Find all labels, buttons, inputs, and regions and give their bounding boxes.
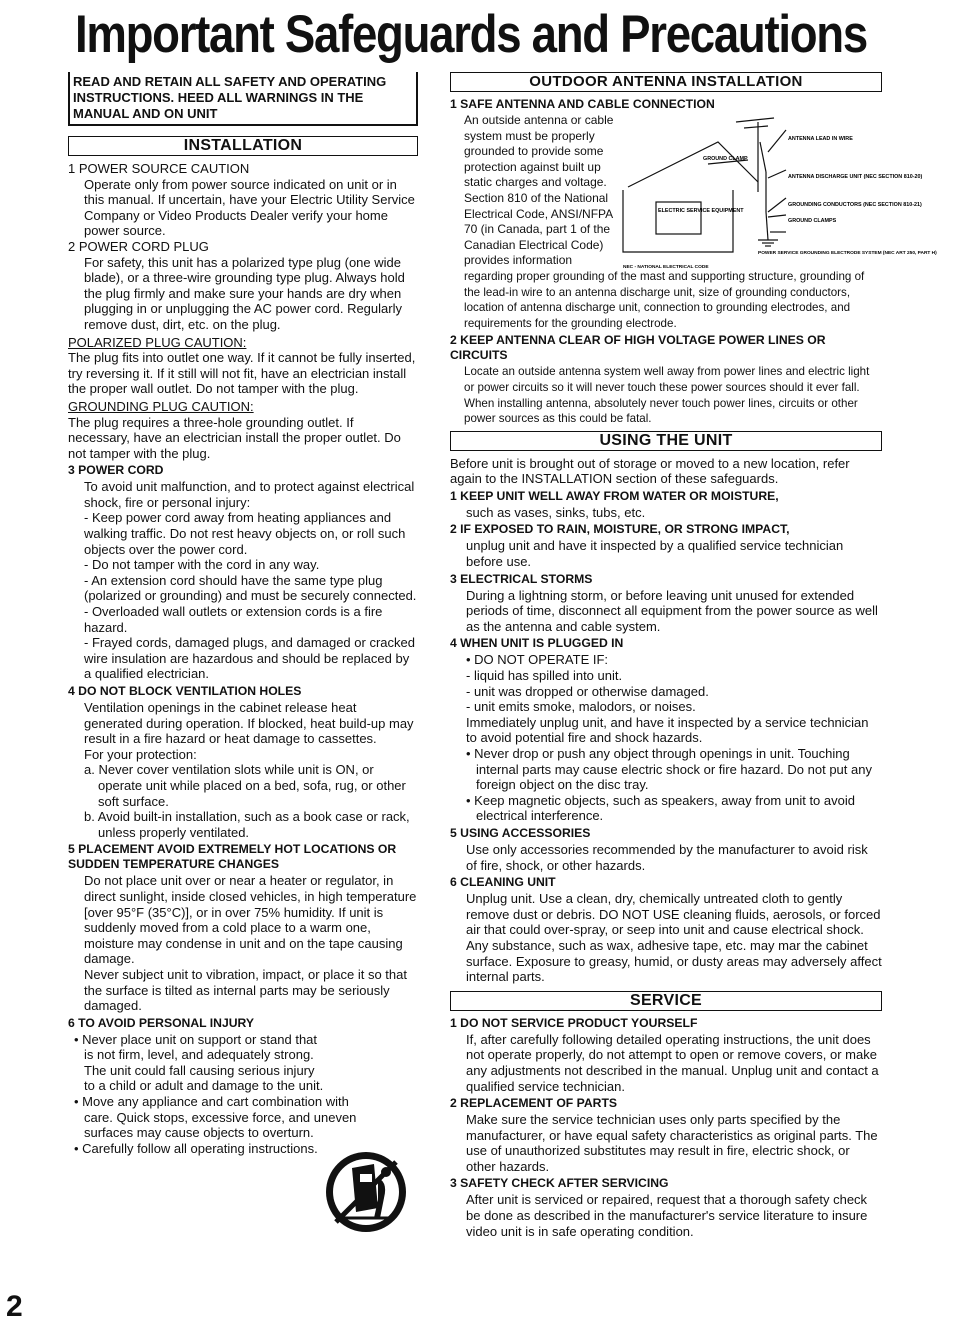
i3-d3: - An extension cord should have the same type plug (polarized or grounding) and must be securely connected. [84,572,417,604]
u1-text: such as vases, sinks, tubs, etc. [466,504,646,520]
u4-b2: • Keep magnetic objects, such as speakers, away from unit to avoid electrical interference. [466,792,855,824]
grounding-title: GROUNDING PLUG CAUTION: [68,398,254,414]
polarized-title: POLARIZED PLUG CAUTION: [68,334,247,350]
diagram-ground-clamp: GROUND CLAMP [703,156,748,162]
using-intro: Before unit is brought out of storage or moved to a new location, refer again to the INSTALLATION section of these safeguards. [450,455,850,487]
u5-text: Use only accessories recommended by the manufacturer to avoid risk of fire, shock, or other hazards. [466,841,868,873]
left-column [68,72,418,1156]
polarized-text: The plug fits into outlet one way. If it cannot be fully inserted, try reversing it. If it still will not fit, have an electrician install the proper wall outlet. Do not tamper with the plug. [68,350,416,397]
grounding-text: The plug requires a three-hole grounding outlet. If necessary, have an electrician install the proper outlet. Do not tamper with the plug. [68,414,401,461]
i2-title: 2 POWER CORD PLUG [68,238,209,254]
diagram-grounding-conductors: GROUNDING CONDUCTORS (NEC SECTION 810-21) [788,202,922,208]
i5-text2: Never subject unit to vibration, impact, or place it so that the surface is tilted as internal parts may be seriously damaged. [84,966,407,1014]
i4-prot: For your protection: [84,746,197,762]
page-number: 2 [6,1290,23,1323]
u4-l5: Immediately unplug unit, and have it inspected by a service technician to avoid potential fire and shock hazards. [466,714,869,746]
installation-heading: INSTALLATION [68,136,418,156]
s1-title: 1 DO NOT SERVICE PRODUCT YOURSELF [450,1015,698,1030]
diagram-power-service: POWER SERVICE GROUNDING ELECTRODE SYSTEM (NEC ART 250, PART H) [758,251,937,256]
u2-text: unplug unit and have it inspected by a qualified service technician before use. [466,538,844,570]
o2-text: Locate an outside antenna system well away from power lines and electric light or power circuits so it will never touch these power sources should it ever fall. When installing antenna, absolutely never touch power lines, circuits or other power sources as this could be fatal. [464,365,870,426]
u4-l1: • DO NOT OPERATE IF: [466,652,609,668]
u3-title: 3 ELECTRICAL STORMS [450,571,593,586]
i3-d2: - Do not tamper with the cord in any way. [84,557,320,573]
o1-text-a: An outside antenna or cable system must be properly grounded to provide some protection against built up static charges and voltage. Section 810 of the National Electrical Code, ANSI/NFPA 70 (in Canada, part 1 of the Canadian Electrical Code) provides information [464,113,614,268]
u4-l3: - unit was dropped or otherwise damaged. [466,683,709,699]
i4-text: Ventilation openings in the cabinet release heat generated during operation. If blocked, heat build-up may result in a fire hazard or heat damage to cassettes. [84,700,414,747]
i2-text: For safety, this unit has a polarized type plug (one wide blade), or a three-wire grounding type plug. Always hold the plug firmly and make sure your hands are dry when plugging in or unplugging the AC power cord. Regularly remove dust, dirt, etc. on the plug. [84,254,405,332]
antenna-grounding-diagram [608,112,937,277]
i1-text: Operate only from power source indicated on unit or in this manual. If uncertain, have your Electric Utility Service Company or Video Products Dealer verify your home power source. [84,176,415,239]
i3-d5: - Frayed cords, damaged plugs, and damaged or cracked wire insulation are hazardous and should be replaced by a qualified electrician. [84,635,415,682]
s3-title: 3 SAFETY CHECK AFTER SERVICING [450,1176,669,1191]
s2-title: 2 REPLACEMENT OF PARTS [450,1096,618,1111]
u6-title: 6 CLEANING UNIT [450,875,556,890]
i4-a: a. Never cover ventilation slots while unit is ON, or operate unit while placed on a bed, sofa, rug, or other soft surface. [84,762,406,809]
i3-d4: - Overloaded wall outlets or extension cords is a fire hazard. [84,604,383,635]
s1-text: If, after carefully following detailed operating instructions, the unit does not operate properly, do not attempt to open or remove covers, or make any adjustments not described in the manual. Unplug unit and contact a qualified service technician. [466,1031,879,1094]
i3-title: 3 POWER CORD [68,463,164,478]
u5-title: 5 USING ACCESSORIES [450,825,591,840]
using-heading: USING THE UNIT [450,431,882,451]
u4-l2: - liquid has spilled into unit. [466,668,623,684]
i1-title: 1 POWER SOURCE CAUTION [68,161,250,176]
i6-title: 6 TO AVOID PERSONAL INJURY [68,1015,255,1030]
i4-title: 4 DO NOT BLOCK VENTILATION HOLES [68,684,302,698]
i6-b1: • Never place unit on support or stand that is not firm, level, and adequately strong. The unit could fall causing serious injury to a child or adult and damage to the unit. [74,1031,324,1094]
i6-b2: • Move any appliance and cart combination with care. Quick stops, excessive force, and uneven surfaces may cause objects to overturn. [74,1094,357,1141]
i3-d1: - Keep power cord away from heating appliances and walking traffic. Do not rest heavy objects on, or roll such objects over the power cord. [84,510,406,557]
i5-title: 5 PLACEMENT AVOID EXTREMELY HOT LOCATIONS OR SUDDEN TEMPERATURE CHANGES [68,842,397,872]
u2-title: 2 IF EXPOSED TO RAIN, MOISTURE, OR STRONG IMPACT, [450,522,790,537]
u4-l4: - unit emits smoke, malodors, or noises. [466,699,696,715]
u6-text: Unplug unit. Use a clean, dry, chemically untreated cloth to gently remove dust or debris. DO NOT USE cleaning fluids, aerosols, or forced air that could over-spray, or seep into unit and cause electrical shock. Any substance, such as wax, adhesive tape, etc. may mar the cabinet surface. Exposure to greasy, humid, or dusty areas may adversely affect internal parts. [466,891,882,985]
page-title: Important Safeguards and Precautions [75,5,867,64]
u3-text: During a lightning storm, or before leaving unit unused for extended periods of time, disconnect all equipment from the power source as well as the antenna and cable system. [466,587,878,634]
cart-tipover-icon [322,1148,410,1236]
service-heading: SERVICE [450,991,882,1011]
warning-box: READ AND RETAIN ALL SAFETY AND OPERATING INSTRUCTIONS. HEED ALL WARNINGS IN THE MANUAL AND ON UNIT [68,72,418,126]
o2-title: 2 KEEP ANTENNA CLEAR OF HIGH VOLTAGE POWER LINES OR CIRCUITS [450,333,826,363]
diagram-antenna-lead: ANTENNA LEAD IN WIRE [788,136,853,142]
u4-b1: • Never drop or push any object through openings in unit. Touching internal parts may cause electric shock or fire hazard. Do not put any foreign object on the disc tray. [466,746,872,793]
i5-text1: Do not place unit over or near a heater or regulator, in direct sunlight, inside closed vehicles, in high temperature [over 95°F (35°C)], or in over 75% humidity. If unit is suddenly moved from a cold place to a warm one, moisture may condense in unit and on the tape causing damage. [84,873,417,967]
o1-title: 1 SAFE ANTENNA AND CABLE CONNECTION [450,97,715,111]
diagram-electric-service: ELECTRIC SERVICE EQUIPMENT [658,208,744,214]
u1-title: 1 KEEP UNIT WELL AWAY FROM WATER OR MOISTURE, [450,488,779,503]
s3-text: After unit is serviced or repaired, request that a thorough safety check be done as described in the manufacturer's service literature to insure video unit is in safe operating condition. [466,1192,868,1239]
i3-text: To avoid unit malfunction, and to protect against electrical shock, fire or personal injury: [84,479,415,510]
s2-text: Make sure the service technician uses only parts specified by the manufacturer, or have equal safety characteristics as original parts. The use of unauthorized substitutes may result in fire, electric shock, or other hazards. [466,1112,878,1174]
diagram-discharge-unit: ANTENNA DISCHARGE UNIT (NEC SECTION 810-20) [788,174,923,180]
diagram-nec: NEC - NATIONAL ELECTRICAL CODE [623,265,709,270]
o1-text-b: regarding proper grounding of the mast and supporting structure, grounding of the lead-in wire to an antenna discharge unit, size of grounding conductors, location of antenna discharge unit, connection to grounding electrodes, and requirements for the grounding electrode. [464,269,865,330]
u4-title: 4 WHEN UNIT IS PLUGGED IN [450,636,624,651]
diagram-ground-clamps: GROUND CLAMPS [788,218,837,224]
outdoor-heading: OUTDOOR ANTENNA INSTALLATION [450,72,882,92]
i4-b: b. Avoid built-in installation, such as a book case or rack, unless properly ventilated. [84,809,410,840]
i6-b3: • Carefully follow all operating instructions. [74,1140,318,1156]
